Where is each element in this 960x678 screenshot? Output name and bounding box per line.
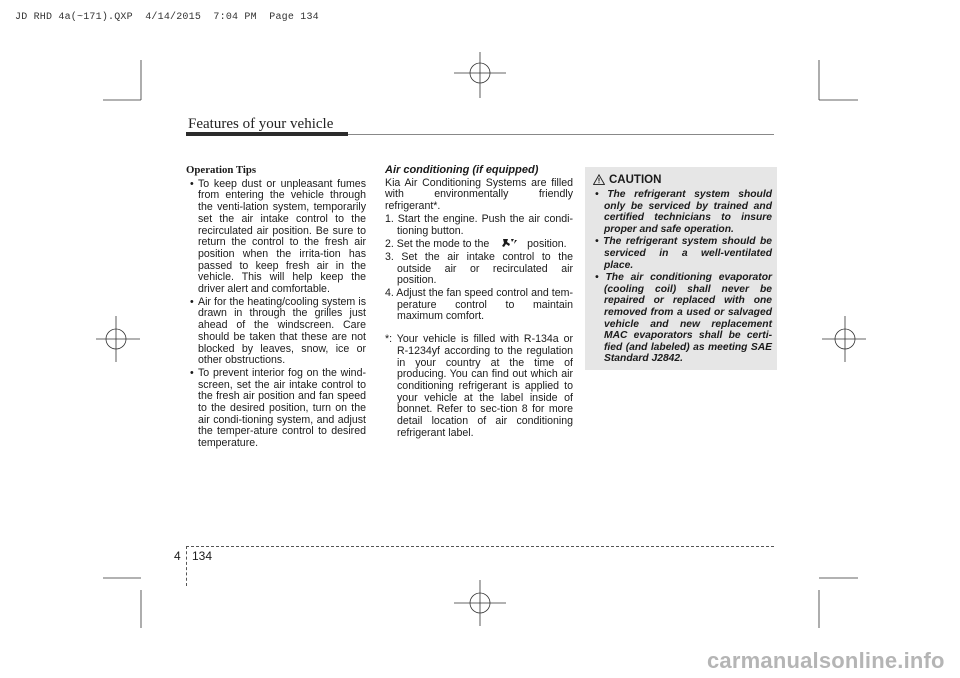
- operation-tips-list: [186, 179, 366, 450]
- registration-mark: [454, 580, 506, 626]
- step-item: 1. Start the engine. Push the air condi-tioning button.: [385, 212, 573, 237]
- section-rule: [186, 132, 348, 136]
- page-number: 134: [192, 549, 213, 563]
- refrigerant-footnote: *: Your vehicle is filled with R-134a or R-1234yf according to the regulation in your country at the time of producing. You can find out which air conditioning refrigerant is applied to your vehicle at the label inside of bonnet. Refer to sec-tion 8 for more detail location of air conditioning refrigerant label.: [385, 333, 573, 439]
- floor-defrost-mode-icon: [492, 238, 524, 248]
- print-header: JD RHD 4a(~171).QXP 4/14/2015 7:04 PM Page 134: [15, 12, 319, 23]
- step-item: 3. Set the air intake control to the outside air or recirculated air position.: [385, 250, 573, 287]
- list-item: • The air conditioning evaporator (cooling coil) shall never be repaired or replaced with one removed from a used or salvaged vehicle and new replacement MAC evaporators shall be certi-fied (and labeled) as meeting SAE Standard J2842.: [595, 272, 772, 365]
- caution-title: CAUTION: [593, 174, 661, 188]
- step-item: 2. Set the mode to the position.: [385, 238, 567, 251]
- air-conditioning-intro: Kia Air Conditioning Systems are filled with environmentally friendly refrigerant*.: [385, 176, 573, 213]
- section-rule-thin: [348, 134, 774, 135]
- registration-mark: [96, 316, 140, 362]
- watermark: carmanualsonline.info: [707, 648, 945, 673]
- list-item: • To keep dust or unpleasant fumes from entering the vehicle through the venti-lation system, temporarily set the air intake control to the recirculated air position. Be sure to return the control to the fresh air position when the irrita-tion has passed to keep fresh air in the vehicle. This will help keep the driver alert and comfortable.: [190, 177, 366, 296]
- operation-tips-heading: Operation Tips: [186, 164, 257, 176]
- warning-triangle-icon: [593, 174, 605, 188]
- bullet-icon: •: [595, 236, 604, 248]
- bullet-icon: •: [190, 366, 194, 379]
- list-item: • The refrigerant system should only be serviced by trained and certified technicians to insure proper and safe operation.: [595, 189, 772, 235]
- bullet-icon: •: [190, 295, 194, 308]
- footer-rule: [186, 546, 774, 547]
- bullet-icon: •: [595, 272, 606, 284]
- air-conditioning-column: [385, 165, 573, 439]
- step-item: 4. Adjust the fan speed control and tem-perature control to maintain maximum comfort.: [385, 287, 573, 323]
- list-item: • To prevent interior fog on the wind-screen, set the air intake control to the fresh air position and fan speed to the desired position, turn on the air condi-tioning system, and adjust the temper-ature control to desired temperature.: [190, 366, 366, 450]
- air-conditioning-heading: Air conditioning (if equipped): [385, 164, 539, 176]
- footer-divider: [186, 546, 187, 586]
- registration-mark: [454, 52, 506, 98]
- list-item: • The refrigerant system should be serviced in a well-ventilated place.: [595, 236, 772, 271]
- bullet-icon: •: [190, 177, 194, 190]
- air-conditioning-steps: [385, 214, 573, 323]
- chapter-number: 4: [174, 549, 181, 563]
- caution-list: [590, 189, 772, 366]
- bullet-icon: •: [595, 189, 608, 200]
- registration-mark: [822, 316, 866, 362]
- section-title: Features of your vehicle: [188, 116, 334, 132]
- operation-tips-column: [186, 165, 366, 451]
- list-item: • Air for the heating/cooling system is drawn in through the grilles just ahead of the windscreen. Care should be taken that these are not blocked by leaves, snow, ice or other obstructions.: [190, 295, 366, 367]
